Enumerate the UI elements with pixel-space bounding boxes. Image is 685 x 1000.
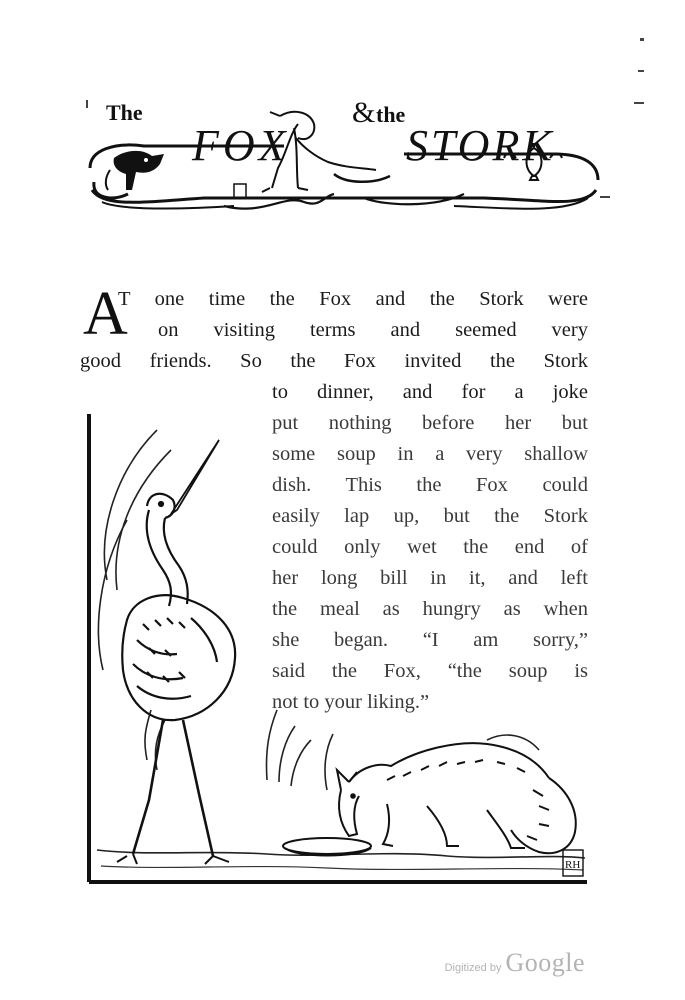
- title-word-stork: STORK: [406, 121, 555, 170]
- scan-speck: [638, 70, 644, 72]
- stork-icon: [117, 440, 235, 864]
- story-line-3: good friends. So the Fox invited the Stork: [80, 350, 588, 372]
- story-line-10: her long bill in it, and left: [272, 567, 588, 589]
- title-word-the-2: the: [376, 102, 406, 127]
- story-line-5: put nothing before her but: [272, 412, 588, 434]
- title-word-the: The: [106, 100, 143, 125]
- digitized-by-google-watermark: [445, 948, 585, 978]
- title-vignette: [84, 98, 604, 218]
- story-line-11: the meal as hungry as when: [272, 598, 588, 620]
- scan-speck: [640, 38, 644, 41]
- title-word-fox: FOX: [192, 121, 290, 170]
- fox-and-stork-illustration: [87, 410, 592, 890]
- fox-vignette-icon: [106, 151, 164, 190]
- story-line-12: she began. “I am sorry,”: [272, 629, 588, 651]
- story-line-7: dish. This the Fox could: [272, 474, 588, 496]
- illustration-drawing: [87, 410, 592, 890]
- story-line-13: said the Fox, “the soup is: [272, 660, 588, 682]
- reeds-icon: [98, 430, 539, 790]
- scan-speck: [634, 102, 644, 104]
- title-ampersand: &: [352, 96, 376, 129]
- drop-cap: A: [83, 280, 128, 348]
- soup-dish-icon: [283, 838, 371, 856]
- story-line-6: some soup in a very shallow: [272, 443, 588, 465]
- fox-icon: [337, 743, 576, 853]
- scan-speck: [86, 100, 88, 108]
- story-line-1: T one time the Fox and the Stork were: [118, 288, 588, 310]
- story-line-14: not to your liking.”: [272, 691, 430, 713]
- scan-speck: [600, 196, 610, 198]
- story-line-8: easily lap up, but the Stork: [272, 505, 588, 527]
- google-logo: Google: [505, 948, 585, 977]
- story-line-4: to dinner, and for a joke: [272, 381, 588, 403]
- watermark-small-text: Digitized by: [444, 962, 502, 974]
- artist-monogram: RH: [565, 859, 581, 871]
- story-line-9: could only wet the end of: [272, 536, 588, 558]
- story-line-2: on visiting terms and seemed very: [158, 319, 588, 341]
